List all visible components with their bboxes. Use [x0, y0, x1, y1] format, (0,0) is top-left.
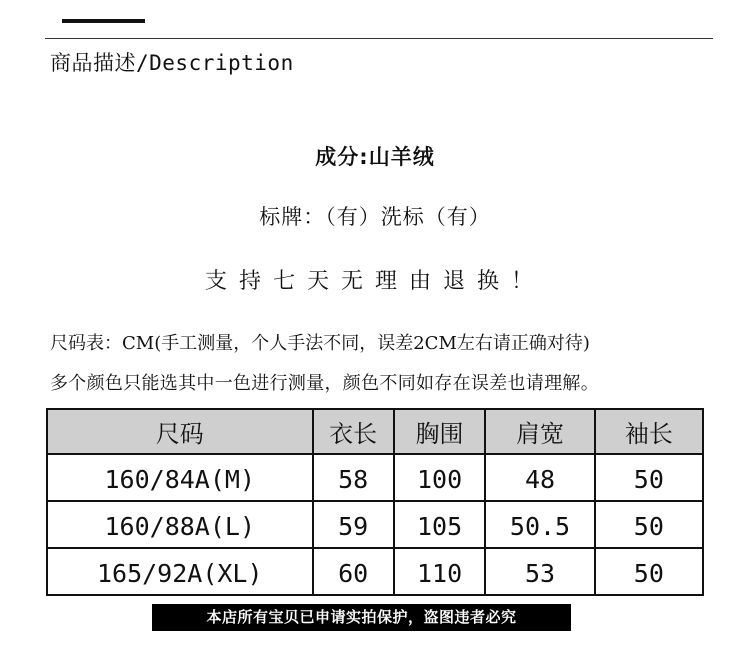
color-note: 多个颜色只能选其中一色进行测量，颜色不同如存在误差也请理解。	[50, 373, 599, 394]
cell-sleeve: 50	[595, 548, 703, 595]
cell-length: 58	[313, 454, 394, 501]
material-composition: 成分:山羊绒	[315, 145, 435, 169]
header-size: 尺码	[47, 409, 313, 454]
header-length: 衣长	[313, 409, 394, 454]
section-title: 商品描述/Description	[50, 51, 294, 75]
header-accent-bar	[62, 19, 145, 23]
label-info: 标牌：（有）洗标（有）	[259, 205, 491, 229]
cell-size: 160/88A(L)	[47, 501, 313, 548]
cell-chest: 110	[394, 548, 486, 595]
header-sleeve: 袖长	[595, 409, 703, 454]
table-row	[47, 501, 703, 548]
table-row	[47, 548, 703, 595]
cell-shoulder: 53	[485, 548, 594, 595]
return-policy: 支持七天无理由退换！	[204, 269, 545, 294]
cell-sleeve: 50	[595, 454, 703, 501]
cell-size: 165/92A(XL)	[47, 548, 313, 595]
header-shoulder: 肩宽	[485, 409, 594, 454]
size-table-header-row	[47, 409, 703, 454]
size-table	[46, 408, 704, 596]
header-divider	[45, 38, 713, 39]
copyright-notice-banner: 本店所有宝贝已申请实拍保护，盗图违者必究	[152, 604, 571, 631]
cell-length: 60	[313, 548, 394, 595]
cell-sleeve: 50	[595, 501, 703, 548]
cell-size: 160/84A(M)	[47, 454, 313, 501]
cell-chest: 100	[394, 454, 486, 501]
table-row	[47, 454, 703, 501]
cell-chest: 105	[394, 501, 486, 548]
cell-shoulder: 48	[485, 454, 594, 501]
header-chest: 胸围	[394, 409, 486, 454]
measurement-note: 尺码表：CM(手工测量，个人手法不同，误差2CM左右请正确对待)	[50, 333, 590, 354]
cell-shoulder: 50.5	[485, 501, 594, 548]
cell-length: 59	[313, 501, 394, 548]
